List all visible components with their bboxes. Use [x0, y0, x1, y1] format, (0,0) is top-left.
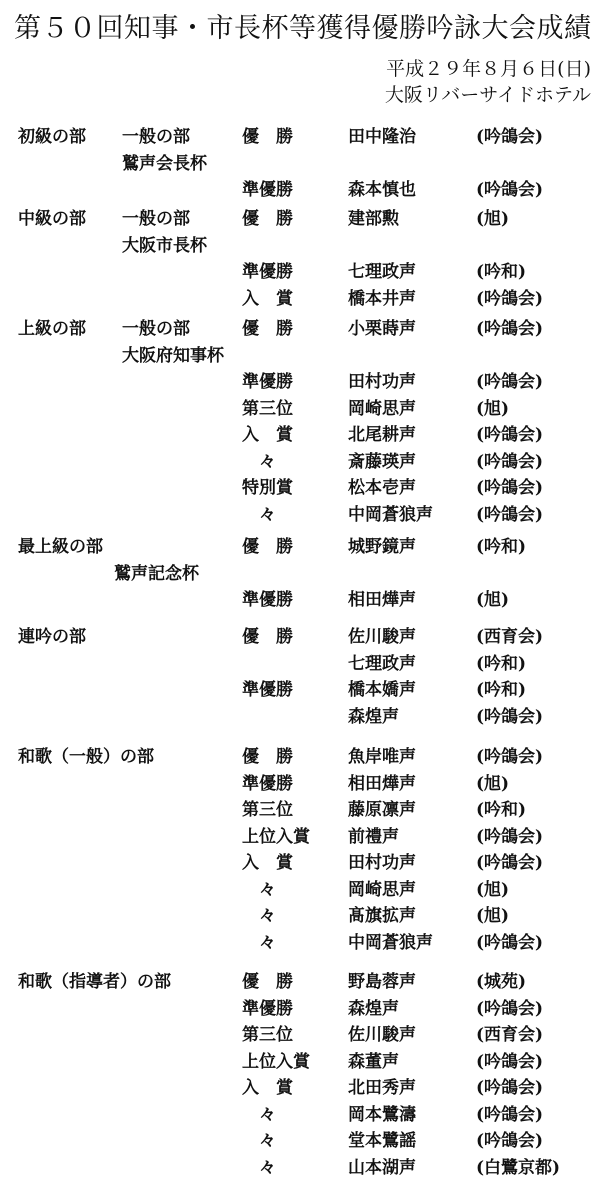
winner-name [348, 1100, 416, 1125]
name-char: 原 [365, 800, 382, 820]
name-char: 佐 [348, 1025, 365, 1045]
name-char: 岡 [348, 1104, 365, 1125]
name-char: 村 [365, 372, 382, 392]
award-label: 々 [242, 1131, 276, 1151]
winner-name [348, 532, 416, 557]
cup-name: 大阪市長杯 [122, 235, 207, 256]
result-row [0, 173, 603, 200]
name-char: 髙 [348, 906, 365, 926]
winner-name [348, 1047, 399, 1072]
name-char: 松 [348, 478, 365, 498]
cup-name: 鷲声記念杯 [114, 563, 199, 584]
result-row [0, 583, 603, 610]
name-char: 声 [416, 932, 433, 953]
name-char: 唯 [382, 747, 399, 767]
name-char: 島 [365, 972, 382, 992]
club-name: (旭) [476, 906, 510, 926]
name-char: 本 [365, 478, 382, 498]
name-char: 田 [348, 372, 365, 392]
result-row [0, 647, 603, 674]
result-row [0, 1071, 603, 1098]
winner-name [348, 769, 416, 794]
award-label: 入 賞 [242, 1078, 293, 1098]
name-char: 瑛 [382, 451, 399, 472]
name-char: 崎 [365, 398, 382, 419]
name-char: 声 [382, 706, 399, 727]
club-name: (吟鴿会) [476, 998, 544, 1019]
award-label: 々 [242, 504, 276, 525]
name-char: 蒔 [382, 319, 399, 339]
name-char: 声 [399, 262, 416, 282]
name-char: 部 [365, 209, 382, 229]
name-char: 野 [348, 972, 365, 992]
winner-name [348, 394, 416, 419]
result-row [0, 992, 603, 1019]
name-char: 相 [348, 773, 365, 794]
name-char: 凛 [382, 800, 399, 820]
name-char: 山 [348, 1157, 365, 1178]
name-char: 隆 [382, 127, 399, 147]
winner-name [348, 702, 399, 727]
award-label: 準優勝 [242, 372, 293, 392]
winner-name [348, 901, 416, 926]
name-char: 蒼狼 [382, 504, 416, 525]
winner-name [348, 1020, 416, 1045]
name-char: 声 [399, 972, 416, 992]
name-char: 拡 [382, 906, 399, 926]
club-name: (吟鴿会) [476, 288, 544, 309]
cup-name: 鷲声会長杯 [122, 153, 207, 174]
name-char: 森 [348, 180, 365, 200]
award-label: 第三位 [242, 800, 293, 820]
event-venue: 大阪リバーサイドホテル [384, 84, 591, 106]
award-label: 上位入賞 [242, 1051, 310, 1072]
result-row [0, 365, 603, 392]
winner-name [348, 204, 399, 229]
result-row [0, 740, 603, 767]
club-name: (吟鴿会) [476, 747, 544, 767]
name-char: 本 [365, 1131, 382, 1151]
club-name: (白鷺京都) [476, 1157, 561, 1178]
name-char: 治 [399, 127, 416, 147]
club-name: (旭) [476, 590, 510, 610]
name-char: 魚 [348, 747, 365, 767]
club-name: (吟鴿会) [476, 1104, 544, 1125]
name-char: 慎 [382, 180, 399, 200]
winner-name [348, 175, 416, 200]
result-row [0, 498, 603, 525]
club-name: (吟和) [476, 653, 527, 674]
division-name: 最上級の部 [18, 537, 103, 557]
division-name: 和歌（指導者）の部 [18, 972, 171, 992]
winner-name [348, 1153, 416, 1178]
award-label: 々 [242, 906, 276, 926]
club-name: (吟和) [476, 800, 527, 820]
club-name: (吟鴿会) [476, 853, 544, 873]
name-char: 鷺 [382, 1104, 399, 1125]
winner-name [348, 649, 416, 674]
club-name: (吟鴿会) [476, 372, 544, 392]
winner-name [348, 994, 399, 1019]
award-label: 優 勝 [242, 972, 293, 992]
result-section [0, 740, 603, 952]
result-row [0, 120, 603, 147]
club-name: (城苑) [476, 972, 527, 992]
award-label: 第三位 [242, 1025, 293, 1045]
winner-name [348, 122, 416, 147]
winner-name [348, 420, 416, 445]
name-char: 佐 [348, 627, 365, 647]
winner-name [348, 585, 416, 610]
result-row [0, 820, 603, 847]
result-row [0, 202, 603, 229]
division-name: 初級の部 [18, 127, 86, 147]
award-label: 優 勝 [242, 209, 293, 229]
name-char: 藤 [365, 451, 382, 472]
winner-name [348, 675, 416, 700]
winner-name [348, 622, 416, 647]
winner-name [348, 257, 416, 282]
name-char: 城 [348, 537, 365, 557]
name-char: 声 [399, 537, 416, 557]
name-char: 崎 [365, 879, 382, 900]
result-row [0, 282, 603, 309]
club-name: (吟和) [476, 262, 527, 282]
division-name: 連吟の部 [18, 627, 86, 647]
result-row [0, 767, 603, 794]
name-char: 本 [365, 288, 382, 309]
name-char: 鏡 [382, 537, 399, 557]
club-name: (吟鴿会) [476, 706, 544, 727]
club-name: (西育会) [476, 1025, 544, 1045]
result-row [0, 673, 603, 700]
name-char: 声 [399, 747, 416, 767]
winner-name [348, 1073, 416, 1098]
name-char: 岡 [348, 398, 365, 419]
result-section [0, 530, 603, 610]
result-row [0, 926, 603, 953]
name-char: 功 [382, 853, 399, 873]
result-row [0, 965, 603, 992]
name-char: 蒼狼 [382, 932, 416, 953]
award-label: 々 [242, 1104, 276, 1125]
award-label: 入 賞 [242, 288, 293, 309]
name-char: 田 [365, 590, 382, 610]
result-section [0, 965, 603, 1177]
name-char: 橋 [348, 288, 365, 309]
award-label: 準優勝 [242, 590, 293, 610]
cup-line [0, 339, 603, 366]
result-row [0, 530, 603, 557]
club-name: (吟鴿会) [476, 425, 544, 445]
name-char: 七 [348, 262, 365, 282]
name-char: 声 [399, 853, 416, 873]
result-row [0, 620, 603, 647]
winner-name [348, 742, 416, 767]
name-char: 旗 [365, 906, 382, 926]
category-name: 一般の部 [122, 319, 190, 339]
club-name: (吟鴿会) [476, 1131, 544, 1151]
name-char: 田 [365, 1078, 382, 1098]
name-char: 謡 [399, 1131, 416, 1151]
club-name: (吟鴿会) [476, 127, 544, 147]
name-char: 小 [348, 319, 365, 339]
name-char: 煌 [365, 706, 382, 727]
name-char: 濤 [399, 1104, 416, 1125]
name-char: 声 [399, 478, 416, 498]
name-char: 声 [399, 425, 416, 445]
club-name: (吟鴿会) [476, 932, 544, 953]
name-char: 理 [365, 262, 382, 282]
club-name: (吟和) [476, 680, 527, 700]
award-label: 々 [242, 1157, 276, 1178]
club-name: (吟鴿会) [476, 826, 544, 847]
division-name: 和歌（一般）の部 [18, 747, 154, 767]
name-char: 声 [399, 372, 416, 392]
award-label: 々 [242, 451, 276, 472]
name-char: 董 [365, 1051, 382, 1072]
award-label: 準優勝 [242, 773, 293, 794]
name-char: 功 [382, 372, 399, 392]
name-char: 田 [365, 773, 382, 794]
club-name: (旭) [476, 398, 510, 419]
name-char: 声 [399, 906, 416, 926]
name-char: 声 [399, 1025, 416, 1045]
winner-name [348, 284, 416, 309]
name-char: 声 [399, 288, 416, 309]
award-label: 優 勝 [242, 319, 293, 339]
award-label: 々 [242, 879, 276, 900]
name-char: 川 [365, 627, 382, 647]
result-row [0, 445, 603, 472]
result-row [0, 1124, 603, 1151]
winner-name [348, 314, 416, 339]
award-label: 準優勝 [242, 680, 293, 700]
name-char: 駿 [382, 1025, 399, 1045]
winner-name [348, 473, 416, 498]
name-char: 声 [399, 1078, 416, 1098]
winner-name [348, 928, 433, 953]
name-char: 声 [399, 1157, 416, 1178]
winner-name [348, 1126, 416, 1151]
award-label: 準優勝 [242, 262, 293, 282]
name-char: 駿 [382, 627, 399, 647]
name-char: 栗 [365, 319, 382, 339]
name-char: 野 [365, 537, 382, 557]
award-label: 準優勝 [242, 180, 293, 200]
winner-name [348, 967, 416, 992]
result-section [0, 202, 603, 308]
event-date: 平成２９年８月６日(日) [386, 58, 591, 80]
page-title: 第５０回知事・市長杯等獲得優勝吟詠大会成績 [14, 13, 592, 44]
name-char: 蓉 [382, 972, 399, 992]
name-char: 声 [399, 773, 416, 794]
cup-line [0, 229, 603, 256]
name-char: 燁 [382, 773, 399, 794]
name-char: 尾 [365, 425, 382, 445]
club-name: (吟鴿会) [476, 180, 544, 200]
winner-name [348, 822, 399, 847]
name-char: 勲 [382, 209, 399, 229]
name-char: 政 [382, 262, 399, 282]
result-row [0, 255, 603, 282]
name-char: 岡 [365, 504, 382, 525]
name-char: 森 [348, 706, 365, 727]
name-char: 声 [399, 800, 416, 820]
result-section [0, 120, 603, 200]
cup-name: 大阪府知事杯 [122, 345, 224, 366]
name-char: 声 [382, 998, 399, 1019]
name-char: 声 [399, 627, 416, 647]
club-name: (吟和) [476, 537, 527, 557]
result-row [0, 700, 603, 727]
club-name: (旭) [476, 879, 510, 900]
award-label: 準優勝 [242, 998, 293, 1019]
name-char: 前 [348, 826, 365, 847]
name-char: 本 [365, 1104, 382, 1125]
result-row [0, 793, 603, 820]
name-char: 燁 [382, 590, 399, 610]
name-char: 声 [399, 680, 416, 700]
result-section [0, 312, 603, 524]
name-char: 声 [399, 590, 416, 610]
result-section [0, 620, 603, 726]
name-char: 森 [348, 1051, 365, 1072]
name-char: 森 [348, 998, 365, 1019]
name-char: 思 [382, 879, 399, 900]
result-row [0, 392, 603, 419]
name-char: 堂 [348, 1131, 365, 1151]
name-char: 声 [399, 653, 416, 674]
name-char: 壱 [382, 478, 399, 498]
club-name: (旭) [476, 773, 510, 794]
award-label: 優 勝 [242, 627, 293, 647]
result-row [0, 899, 603, 926]
name-char: 声 [399, 451, 416, 472]
winner-name [348, 848, 416, 873]
name-char: 声 [382, 1051, 399, 1072]
winner-name [348, 447, 416, 472]
name-char: 禮 [365, 826, 382, 847]
name-char: 岡 [365, 932, 382, 953]
name-char: 岡 [348, 879, 365, 900]
name-char: 秀 [382, 1078, 399, 1098]
result-row [0, 1098, 603, 1125]
name-char: 声 [399, 879, 416, 900]
name-char: 耕 [382, 425, 399, 445]
name-char: 斎 [348, 451, 365, 472]
club-name: (西育会) [476, 627, 544, 647]
club-name: (吟鴿会) [476, 1051, 544, 1072]
name-char: 北 [348, 425, 365, 445]
award-label: 入 賞 [242, 425, 293, 445]
category-name: 一般の部 [122, 127, 190, 147]
name-char: 本 [365, 680, 382, 700]
award-label: 優 勝 [242, 747, 293, 767]
winner-name [348, 875, 416, 900]
result-row [0, 312, 603, 339]
club-name: (吟鴿会) [476, 319, 544, 339]
name-char: 橋 [348, 680, 365, 700]
winner-name [348, 795, 416, 820]
name-char: 声 [399, 398, 416, 419]
name-char: 七 [348, 653, 365, 674]
division-name: 上級の部 [18, 319, 86, 339]
name-char: 湖 [382, 1157, 399, 1178]
award-label: 優 勝 [242, 537, 293, 557]
winner-name [348, 367, 416, 392]
name-char: 相 [348, 590, 365, 610]
name-char: 声 [399, 319, 416, 339]
result-row [0, 846, 603, 873]
name-char: 嬌 [382, 680, 399, 700]
result-row [0, 1018, 603, 1045]
result-row [0, 418, 603, 445]
award-label: 特別賞 [242, 478, 293, 498]
name-char: 中 [348, 932, 365, 953]
name-char: 本 [365, 1157, 382, 1178]
name-char: 中 [365, 127, 382, 147]
cup-line [0, 147, 603, 174]
name-char: 政 [382, 653, 399, 674]
result-row [0, 873, 603, 900]
category-name: 一般の部 [122, 209, 190, 229]
name-char: 鷺 [382, 1131, 399, 1151]
name-char: 田 [348, 853, 365, 873]
division-name: 中級の部 [18, 209, 86, 229]
award-label: 々 [242, 932, 276, 953]
club-name: (吟鴿会) [476, 478, 544, 498]
name-char: 思 [382, 398, 399, 419]
name-char: 本 [365, 180, 382, 200]
name-char: 建 [348, 209, 365, 229]
award-label: 優 勝 [242, 127, 293, 147]
name-char: 中 [348, 504, 365, 525]
name-char: 井 [382, 288, 399, 309]
award-label: 入 賞 [242, 853, 293, 873]
club-name: (吟鴿会) [476, 1078, 544, 1098]
name-char: 北 [348, 1078, 365, 1098]
winner-name [348, 500, 433, 525]
result-row [0, 1151, 603, 1178]
name-char: 理 [365, 653, 382, 674]
award-label: 上位入賞 [242, 826, 310, 847]
award-label: 第三位 [242, 398, 293, 419]
result-row [0, 1045, 603, 1072]
club-name: (吟鴿会) [476, 451, 544, 472]
name-char: 煌 [365, 998, 382, 1019]
name-char: 岸 [365, 747, 382, 767]
name-char: 川 [365, 1025, 382, 1045]
club-name: (吟鴿会) [476, 504, 544, 525]
cup-line [0, 557, 603, 584]
name-char: 声 [382, 826, 399, 847]
name-char: 也 [399, 180, 416, 200]
result-row [0, 471, 603, 498]
name-char: 田 [348, 127, 365, 147]
name-char: 藤 [348, 800, 365, 820]
club-name: (旭) [476, 209, 510, 229]
name-char: 声 [416, 504, 433, 525]
name-char: 村 [365, 853, 382, 873]
